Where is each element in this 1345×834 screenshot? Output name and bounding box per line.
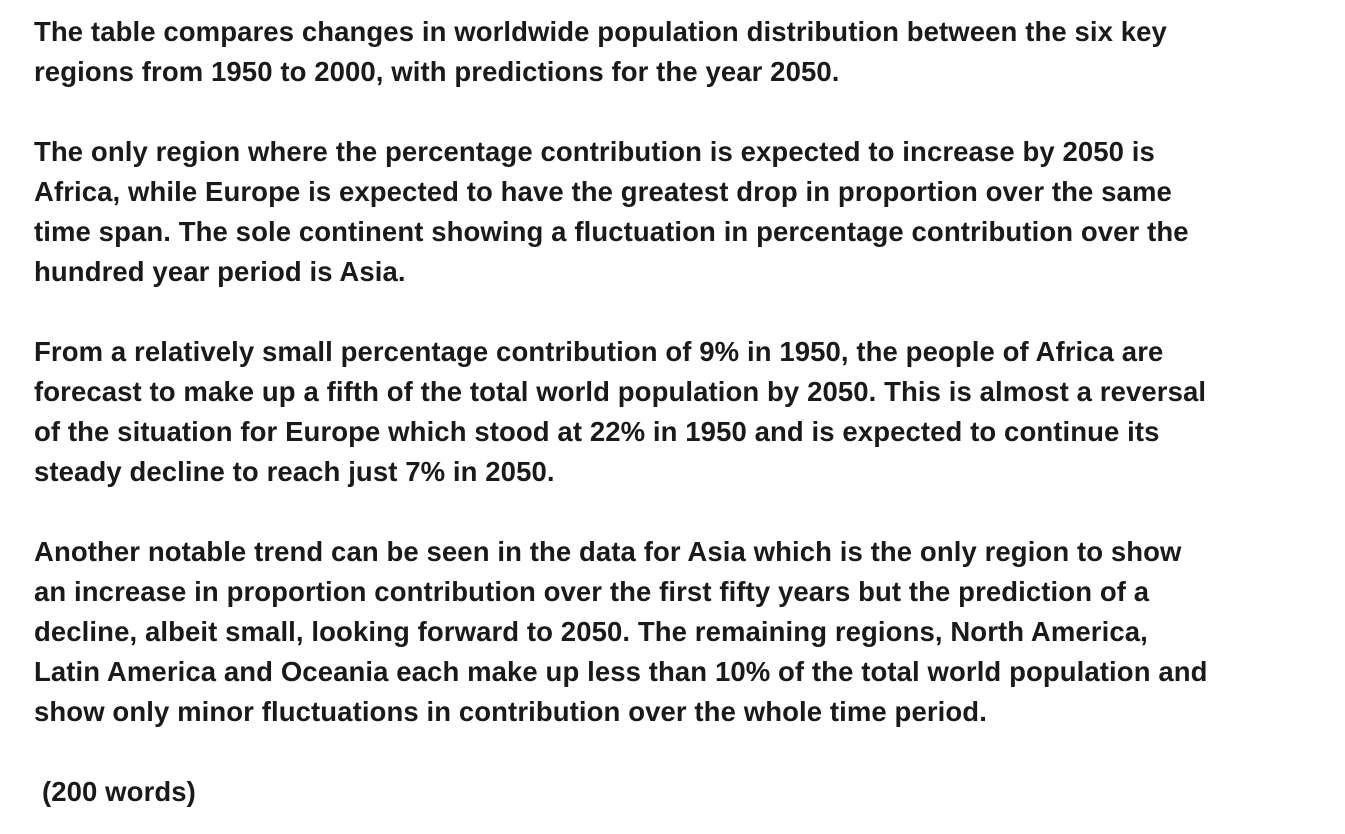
- paragraph-introduction: [34, 12, 1334, 92]
- text-line: show only minor fluctuations in contribution over the whole time period.: [34, 696, 987, 727]
- word-count-label: (200 words): [42, 776, 196, 807]
- text-line: decline, albeit small, looking forward to 2050. The remaining regions, North America,: [34, 616, 1148, 647]
- text-line: an increase in proportion contribution over the first fifty years but the prediction of a: [34, 576, 1150, 607]
- text-line: Another notable trend can be seen in the data for Asia which is the only region to show: [34, 536, 1182, 567]
- text-line: From a relatively small percentage contribution of 9% in 1950, the people of Africa are: [34, 336, 1164, 367]
- text-line: forecast to make up a fifth of the total world population by 2050. This is almost a reversal: [34, 376, 1207, 407]
- text-line: Africa, while Europe is expected to have the greatest drop in proportion over the same: [34, 176, 1172, 207]
- paragraph-africa-europe: [34, 332, 1334, 492]
- text-line: The only region where the percentage contribution is expected to increase by 2050 is: [34, 136, 1155, 167]
- text-line: hundred year period is Asia.: [34, 256, 406, 287]
- paragraph-overview: [34, 132, 1334, 292]
- essay-document: [34, 12, 1334, 812]
- text-line: The table compares changes in worldwide population distribution between the six key: [34, 16, 1167, 47]
- text-line: steady decline to reach just 7% in 2050.: [34, 456, 555, 487]
- text-line: regions from 1950 to 2000, with predictions for the year 2050.: [34, 56, 840, 87]
- paragraph-asia-others: [34, 532, 1334, 732]
- text-line: Latin America and Oceania each make up less than 10% of the total world population and: [34, 656, 1208, 687]
- text-line: of the situation for Europe which stood at 22% in 1950 and is expected to continue its: [34, 416, 1160, 447]
- text-line: time span. The sole continent showing a fluctuation in percentage contribution over the: [34, 216, 1189, 247]
